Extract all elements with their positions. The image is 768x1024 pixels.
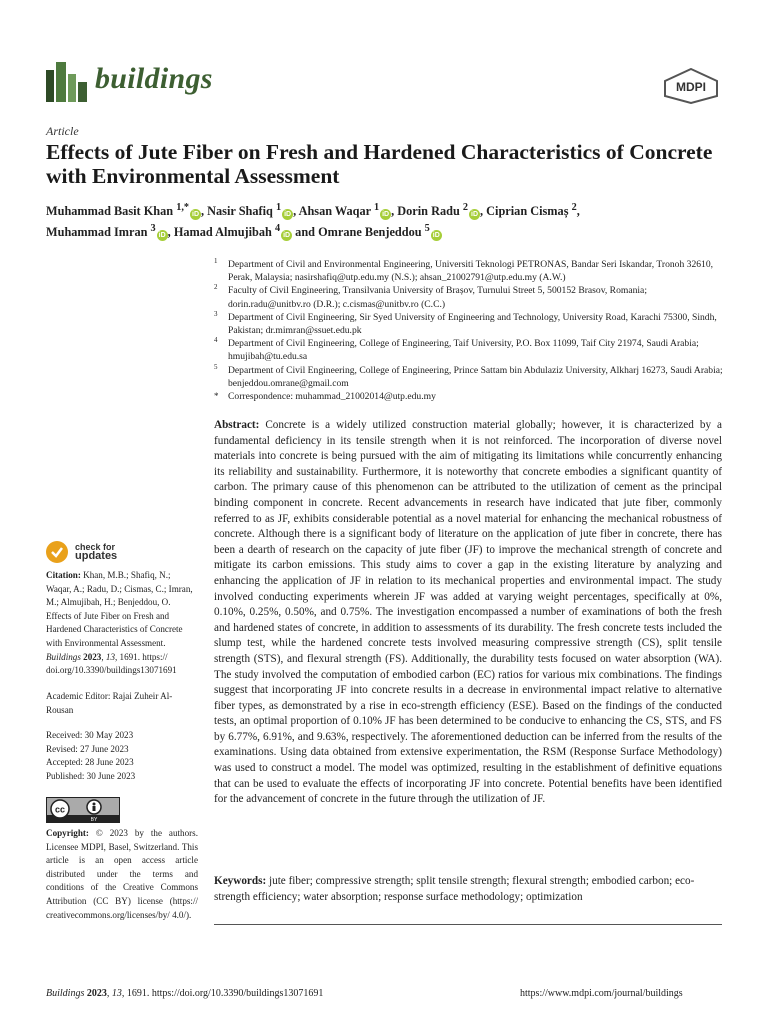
academic-editor: Academic Editor: Rajai Zuheir Al-Rousan	[46, 691, 173, 715]
revised-date: Revised: 27 June 2023	[46, 743, 129, 754]
author-list	[46, 199, 736, 241]
keywords	[214, 874, 722, 905]
correspondence: * Correspondence: muhammad_21002014@utp.edu.my	[214, 391, 436, 403]
affiliation-item: 1 Department of Civil and Environmental Engineering, Universiti Teknologi PETRONAS, Bandar Seri Iskandar, Tronoh 32610, Perak, Malaysia; nasirshafiq@utp.edu.my (N.S.); ahsan_21002791@utp.edu.my (A.W.)	[214, 257, 714, 284]
article-type: Article	[46, 124, 79, 138]
footer-citation: Buildings 2023, 13, 1691. https://doi.org/10.3390/buildings13071691	[46, 988, 324, 999]
author[interactable]: Muhammad Imran $^3$iD ,	[46, 223, 174, 240]
svg-text:BY: BY	[90, 817, 98, 823]
orcid-icon[interactable]: iD	[158, 232, 166, 240]
author[interactable]: Ahsan Waqar $^1$iD ,	[298, 202, 398, 219]
footer-doi-link[interactable]: , 1691. https://doi.org/10.3390/buildings13071691	[121, 988, 324, 999]
orcid-icon[interactable]: iD	[192, 211, 199, 219]
author[interactable]: Hamad Almujibah $^4$iD and	[173, 223, 319, 240]
orcid-icon[interactable]: iD	[284, 211, 292, 219]
affiliations	[214, 258, 730, 403]
accepted-date: Accepted: 28 June 2023	[46, 757, 134, 768]
orcid-icon[interactable]: iD	[283, 232, 291, 240]
footer-journal-url[interactable]: https://www.mdpi.com/journal/buildings	[520, 988, 683, 999]
keywords-label: Keywords:	[214, 875, 267, 887]
citation: Citation: Khan, M.B.; Shafiq, N.; Waqar, A.; Radu, D.; Cismas, C.; Imran, M.; Almujibah, H.; Benjeddou, O. Effects of Jute Fiber on Fresh and Hardened Characteristics of Concrete with Environmental Assessment. Buildings 2023, 13, 1691. https:// doi.org/10.3390/buildings13071691	[46, 570, 193, 676]
abstract-text: Concrete is a widely utilized construction material globally; however, it is characterized by a fundamental deficiency in its tensile strength when it is not reinforced. The incorporation of diverse novel materials into concrete is being pursued with the aim of mitigating its limitations while concurrently enhancing its reliability and sustainability. Furthermore, it is noteworthy that concrete embodies a significant quantity of carbon. The primary cause of this phenomenon can be attributed to the utilization of cement as the principal binding component in concrete. Recent advancements in research have indicated that jute fiber, commonly referred to as JF, exhibits considerable potential as a novel material for enhancing the mechanical robustness of concrete. Although there is a significant body of literature on the application of jute fiber in concrete, there has been a dearth of research on the capacity of jute fiber (JF) to improve the mechanical strength of concrete and mitigate its carbon emissions. This study aims to cover a gap in the existing literature by analyzing and enhancing the application of JF in relation to its mechanical properties and environmental impact. The study involved conducting experiments wherein JF was added at varying weight percentages, specifically at 0%, 0.10%, 0.25%, 0.50%, and 0.75%. The investigation encompassed a number of examinations of both the fresh and hardened states of concrete, in addition to assessments of its durability. The fresh concrete tests included the slump test, while the hardened concrete tests involved measuring compressive strength (CS), split tensile strength (STS), and flexural strength (FS). Additionally, the durability tests focused on water absorption (WA). The study involved the computation of embodied carbon (EC) ratios for various mix combinations. The findings suggest that incorporating JF into concrete results in a decrease in environmental impact relative to alternative fiber types, as demonstrated by a rise in eco-strength efficiency (ESE). Based on the findings of the conducted tests, an optimal proportion of 0.10% JF has been determined to be conducive to enhancing the CS, STS, and FS by 6.77%, 6.91%, and 9.63%, respectively. The aforementioned deduction can be inferred from the results of the examinations. Using data obtained from extensive experimentation, the RSM (Response Surface Methodology) was used to construct a model. The model was optimized, resulting in the establishment of definitive equations that can be used to evaluate the effects of incorporating JF into concrete. Potential benefits have been identified for the advancement of concrete in the future through the utilization of JF.	[214, 419, 722, 806]
cc-by-license-icon[interactable]	[46, 797, 120, 823]
divider	[214, 924, 722, 925]
author[interactable]: Muhammad Basit Khan $^{1,*}$iD ,	[46, 202, 208, 219]
published-date: Published: 30 June 2023	[46, 770, 136, 781]
orcid-icon[interactable]: iD	[382, 211, 390, 219]
mdpi-logo-text: MDPI	[676, 80, 706, 94]
abstract-label: Abstract:	[214, 419, 260, 431]
received-date: Received: 30 May 2023	[46, 730, 134, 740]
dates	[46, 729, 198, 783]
affiliation-item: 2 Faculty of Civil Engineering, Transilvania University of Brașov, Turnului Street 5, 500152 Brasov, Romania; dorin.radu@unitbv.ro (D.R.); c.cismas@unitbv.ro (C.C.)	[214, 283, 647, 310]
author[interactable]: Omrane Benjeddou $^5$iD	[318, 223, 440, 240]
orcid-icon[interactable]: iD	[432, 232, 440, 240]
mdpi-logo-icon	[663, 68, 719, 104]
check-for-updates-button[interactable]: check for updates	[46, 541, 117, 563]
author[interactable]: Ciprian Cismaș $^2$,	[486, 202, 580, 219]
author[interactable]: Nasir Shafiq $^1$iD ,	[207, 202, 299, 219]
abstract	[214, 418, 722, 808]
buildings-logo-icon	[46, 60, 88, 102]
copyright: Copyright: © 2023 by the authors. Licensee MDPI, Basel, Switzerland. This article is an open access article distributed under the terms and conditions of the Creative Commons Attribution (CC BY) license (https:// creativecommons.org/licenses/by/ 4.0/).	[46, 828, 198, 920]
check-updates-icon	[46, 541, 68, 563]
affiliation-item: 4 Department of Civil Engineering, College of Engineering, Taif University, P.O. Box 11099, Taif City 21974, Saudi Arabia; hmujibah@tu.edu.sa	[214, 336, 699, 363]
citation-doi-link[interactable]: , 1691. https:// doi.org/10.3390/buildings13071691	[46, 651, 177, 676]
author[interactable]: Dorin Radu $^2$iD ,	[397, 202, 487, 219]
affiliation-item: 5 Department of Civil Engineering, College of Engineering, Prince Sattam bin Abdulaziz University, Alkharj 16273, Saudi Arabia; benjeddou.omrane@gmail.com	[214, 362, 723, 389]
page-title: Effects of Jute Fiber on Fresh and Hardened Characteristics of Concrete with Environmental Assessment	[46, 140, 713, 188]
svg-text:cc: cc	[54, 804, 66, 815]
affiliation-item: 3 Department of Civil Engineering, Sir Syed University of Engineering and Technology, University Road, Karachi 75300, Sindh, Pakistan; dr.mimran@ssuet.edu.pk	[214, 309, 717, 337]
keywords-text: jute fiber; compressive strength; split tensile strength; flexural strength; embodied carbon; eco-strength efficiency; water absorption; response surface methodology; optimization	[214, 875, 695, 903]
journal-name: buildings	[95, 62, 213, 95]
orcid-icon[interactable]: iD	[471, 211, 478, 219]
